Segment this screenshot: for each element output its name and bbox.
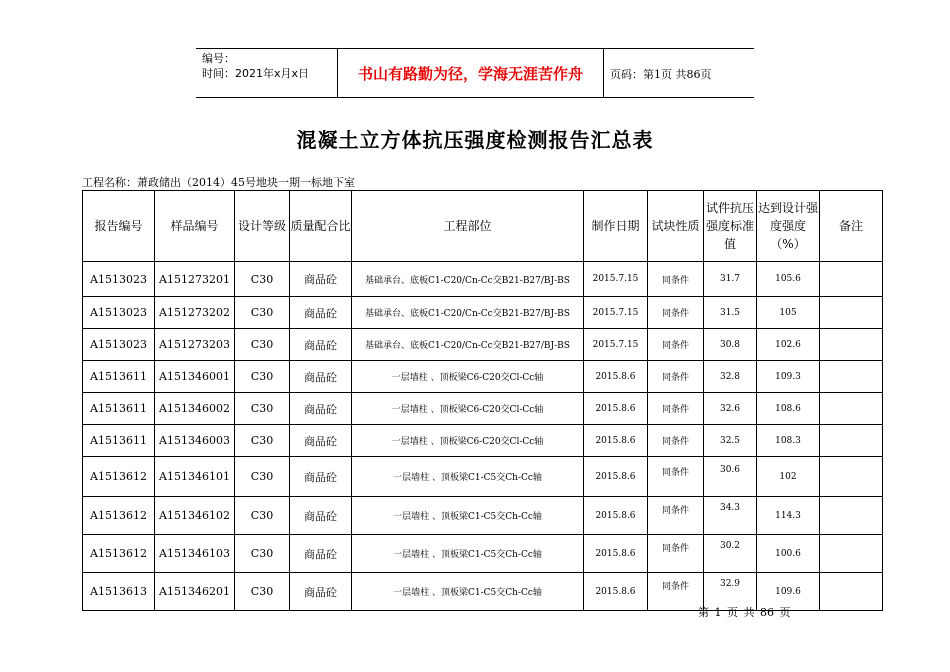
cell-location: 一层墙柱 、顶板梁C1-C5交Ch-Cc轴 [352, 535, 584, 573]
cell-specimen-type: 同条件 [648, 535, 704, 573]
col-header-report-no: 报告编号 [83, 191, 155, 262]
page-header [196, 48, 754, 98]
cell-specimen-type: 同条件 [648, 457, 704, 497]
cell-design-grade: C30 [235, 535, 290, 573]
cell-mix-ratio: 商品砼 [290, 497, 352, 535]
header-page-info: 页码：第1页 共86页 [610, 68, 712, 81]
cell-location: 一层墙柱 、顶板梁C6-C20交Cl-Cc轴 [352, 361, 584, 393]
cell-date: 2015.7.15 [584, 329, 648, 361]
cell-date: 2015.7.15 [584, 297, 648, 329]
table-row [83, 457, 883, 497]
cell-mix-ratio: 商品砼 [290, 573, 352, 611]
cell-strength: 32.8 [704, 361, 757, 393]
cell-percent: 109.6 [757, 573, 820, 611]
table-header-row [83, 191, 883, 262]
cell-sample-no: A151346201 [155, 573, 235, 611]
cell-specimen-type: 同条件 [648, 297, 704, 329]
cell-sample-no: A151346003 [155, 425, 235, 457]
cell-location: 基础承台、底板C1-C20/Cn-Cc交B21-B27/BJ-BS [352, 262, 584, 297]
cell-sample-no: A151273203 [155, 329, 235, 361]
cell-report-no: A1513612 [83, 535, 155, 573]
cell-location: 一层墙柱 、顶板梁C1-C5交Ch-Cc轴 [352, 457, 584, 497]
cell-strength: 32.9 [704, 573, 757, 611]
cell-date: 2015.8.6 [584, 535, 648, 573]
table-row [83, 425, 883, 457]
cell-specimen-type: 同条件 [648, 393, 704, 425]
cell-design-grade: C30 [235, 497, 290, 535]
cell-sample-no: A151346002 [155, 393, 235, 425]
cell-percent: 114.3 [757, 497, 820, 535]
cell-report-no: A1513612 [83, 457, 155, 497]
table-row [83, 393, 883, 425]
cell-location: 一层墙柱 、顶板梁C6-C20交Cl-Cc轴 [352, 425, 584, 457]
cell-mix-ratio: 商品砼 [290, 425, 352, 457]
cell-design-grade: C30 [235, 573, 290, 611]
cell-remarks [820, 497, 883, 535]
cell-strength: 31.7 [704, 262, 757, 297]
cell-date: 2015.8.6 [584, 573, 648, 611]
page-footer: 第 1 页 共 86 页 [698, 606, 791, 619]
cell-strength: 32.5 [704, 425, 757, 457]
time-label: 时间：2021年x月x日 [202, 67, 310, 80]
table-row [83, 497, 883, 535]
cell-percent: 105.6 [757, 262, 820, 297]
cell-percent: 102 [757, 457, 820, 497]
cell-mix-ratio: 商品砼 [290, 329, 352, 361]
cell-sample-no: A151346102 [155, 497, 235, 535]
cell-mix-ratio: 商品砼 [290, 535, 352, 573]
cell-percent: 102.6 [757, 329, 820, 361]
header-meta [202, 51, 309, 81]
cell-report-no: A1513023 [83, 297, 155, 329]
cell-date: 2015.8.6 [584, 425, 648, 457]
cell-sample-no: A151346101 [155, 457, 235, 497]
col-header-strength: 试件抗压强度标准值 [704, 191, 757, 262]
cell-design-grade: C30 [235, 361, 290, 393]
cell-mix-ratio: 商品砼 [290, 262, 352, 297]
cell-design-grade: C30 [235, 329, 290, 361]
cell-report-no: A1513612 [83, 497, 155, 535]
cell-specimen-type: 同条件 [648, 361, 704, 393]
project-name: 工程名称：萧政储出（2014）45号地块一期一标地下室 [82, 176, 355, 189]
cell-mix-ratio: 商品砼 [290, 393, 352, 425]
cell-date: 2015.8.6 [584, 457, 648, 497]
cell-remarks [820, 393, 883, 425]
cell-sample-no: A151273202 [155, 297, 235, 329]
col-header-percent: 达到设计强度强度（%） [757, 191, 820, 262]
table-row [83, 535, 883, 573]
cell-sample-no: A151346001 [155, 361, 235, 393]
cell-strength: 31.5 [704, 297, 757, 329]
cell-location: 一层墙柱 、顶板梁C6-C20交Cl-Cc轴 [352, 393, 584, 425]
col-header-specimen-type: 试块性质 [648, 191, 704, 262]
cell-design-grade: C30 [235, 297, 290, 329]
cell-specimen-type: 同条件 [648, 329, 704, 361]
col-header-remarks: 备注 [820, 191, 883, 262]
col-header-date: 制作日期 [584, 191, 648, 262]
cell-report-no: A1513611 [83, 393, 155, 425]
cell-remarks [820, 573, 883, 611]
cell-location: 基础承台、底板C1-C20/Cn-Cc交B21-B27/BJ-BS [352, 297, 584, 329]
cell-percent: 108.3 [757, 425, 820, 457]
cell-remarks [820, 535, 883, 573]
cell-remarks [820, 457, 883, 497]
cell-design-grade: C30 [235, 262, 290, 297]
cell-design-grade: C30 [235, 393, 290, 425]
cell-specimen-type: 同条件 [648, 497, 704, 535]
cell-sample-no: A151346103 [155, 535, 235, 573]
cell-location: 基础承台、底板C1-C20/Cn-Cc交B21-B27/BJ-BS [352, 329, 584, 361]
code-label: 编号： [202, 52, 235, 65]
cell-strength: 30.8 [704, 329, 757, 361]
cell-remarks [820, 425, 883, 457]
cell-specimen-type: 同条件 [648, 425, 704, 457]
cell-strength: 32.6 [704, 393, 757, 425]
table-row [83, 297, 883, 329]
cell-report-no: A1513611 [83, 425, 155, 457]
cell-report-no: A1513611 [83, 361, 155, 393]
cell-location: 一层墙柱 、顶板梁C1-C5交Ch-Cc轴 [352, 573, 584, 611]
cell-specimen-type: 同条件 [648, 573, 704, 611]
cell-percent: 105 [757, 297, 820, 329]
col-header-location: 工程部位 [352, 191, 584, 262]
cell-date: 2015.7.15 [584, 262, 648, 297]
cell-mix-ratio: 商品砼 [290, 361, 352, 393]
cell-strength: 30.2 [704, 535, 757, 573]
cell-percent: 100.6 [757, 535, 820, 573]
cell-remarks [820, 361, 883, 393]
cell-mix-ratio: 商品砼 [290, 457, 352, 497]
cell-date: 2015.8.6 [584, 393, 648, 425]
cell-report-no: A1513613 [83, 573, 155, 611]
cell-percent: 108.6 [757, 393, 820, 425]
col-header-mix-ratio: 质量配合比 [290, 191, 352, 262]
table-row [83, 329, 883, 361]
cell-strength: 30.6 [704, 457, 757, 497]
header-motto: 书山有路勤为径，学海无涯苦作舟 [357, 64, 583, 83]
col-header-sample-no: 样品编号 [155, 191, 235, 262]
cell-report-no: A1513023 [83, 262, 155, 297]
cell-design-grade: C30 [235, 457, 290, 497]
table-row [83, 262, 883, 297]
table-row [83, 361, 883, 393]
cell-report-no: A1513023 [83, 329, 155, 361]
cell-sample-no: A151273201 [155, 262, 235, 297]
cell-specimen-type: 同条件 [648, 262, 704, 297]
cell-remarks [820, 262, 883, 297]
cell-strength: 34.3 [704, 497, 757, 535]
cell-date: 2015.8.6 [584, 497, 648, 535]
summary-table [82, 190, 883, 611]
cell-percent: 109.3 [757, 361, 820, 393]
page-title: 混凝土立方体抗压强度检测报告汇总表 [296, 128, 654, 152]
cell-date: 2015.8.6 [584, 361, 648, 393]
cell-location: 一层墙柱 、顶板梁C1-C5交Ch-Cc轴 [352, 497, 584, 535]
cell-remarks [820, 297, 883, 329]
header-divider [603, 49, 604, 97]
cell-remarks [820, 329, 883, 361]
cell-mix-ratio: 商品砼 [290, 297, 352, 329]
cell-design-grade: C30 [235, 425, 290, 457]
col-header-design-grade: 设计等级 [235, 191, 290, 262]
